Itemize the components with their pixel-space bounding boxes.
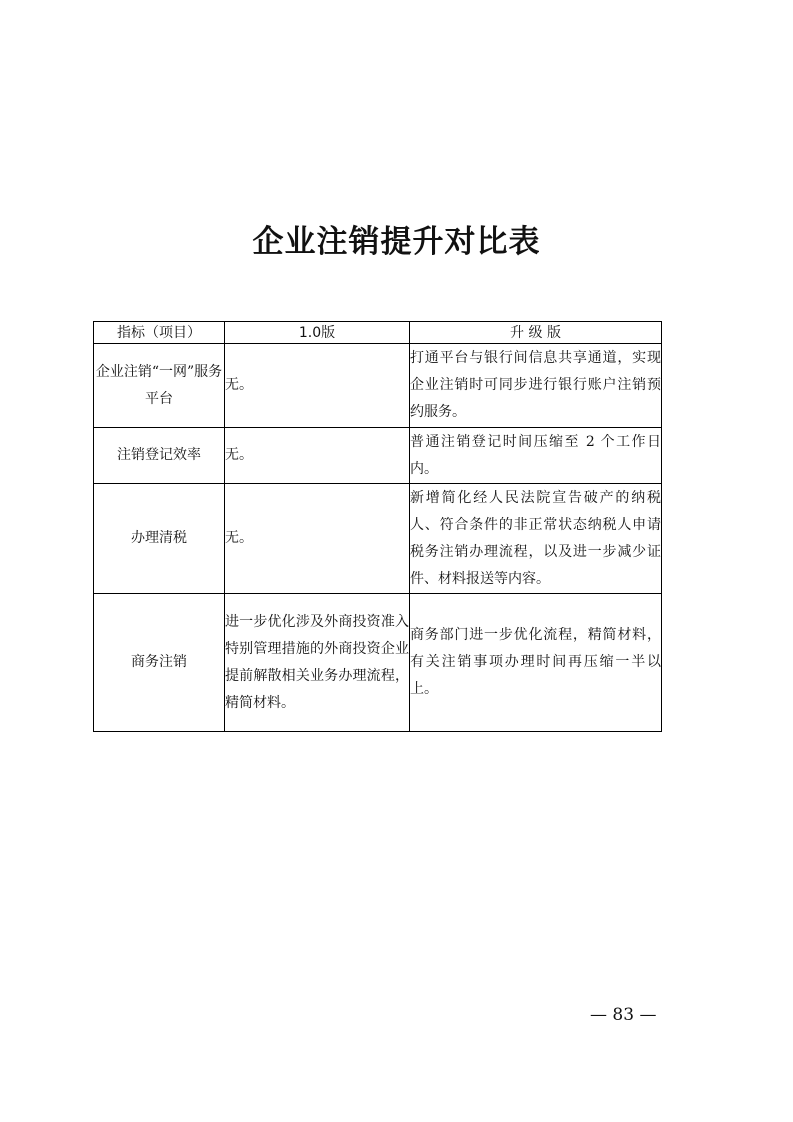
v1-cell: 无。 bbox=[225, 484, 410, 594]
v1-cell: 进一步优化涉及外商投资准入特别管理措施的外商投资企业提前解散相关业务办理流程，精简材料。 bbox=[225, 594, 410, 732]
upgrade-cell: 商务部门进一步优化流程，精简材料，有关注销事项办理时间再压缩一半以上。 bbox=[410, 594, 662, 732]
comparison-table bbox=[93, 321, 662, 732]
upgrade-cell: 新增简化经人民法院宣告破产的纳税人、符合条件的非正常状态纳税人申请税务注销办理流程，以及进一步减少证件、材料报送等内容。 bbox=[410, 484, 662, 594]
upgrade-cell: 普通注销登记时间压缩至 2 个工作日内。 bbox=[410, 428, 662, 484]
v1-cell: 无。 bbox=[225, 428, 410, 484]
indicator-cell: 企业注销“一网”服务平台 bbox=[94, 344, 225, 428]
table-row bbox=[94, 484, 662, 594]
indicator-cell: 办理清税 bbox=[94, 484, 225, 594]
page-number: — 83 — bbox=[590, 1005, 657, 1025]
v1-cell: 无。 bbox=[225, 344, 410, 428]
table-row bbox=[94, 594, 662, 732]
header-version-1: 1.0版 bbox=[225, 322, 410, 344]
indicator-cell: 注销登记效率 bbox=[94, 428, 225, 484]
upgrade-cell: 打通平台与银行间信息共享通道，实现企业注销时可同步进行银行账户注销预约服务。 bbox=[410, 344, 662, 428]
indicator-cell: 商务注销 bbox=[94, 594, 225, 732]
header-upgrade: 升 级 版 bbox=[410, 322, 662, 344]
header-indicator: 指标（项目） bbox=[94, 322, 225, 344]
page-title: 企业注销提升对比表 bbox=[252, 224, 541, 260]
table-row bbox=[94, 428, 662, 484]
table-header-row bbox=[94, 322, 662, 344]
table-row bbox=[94, 344, 662, 428]
